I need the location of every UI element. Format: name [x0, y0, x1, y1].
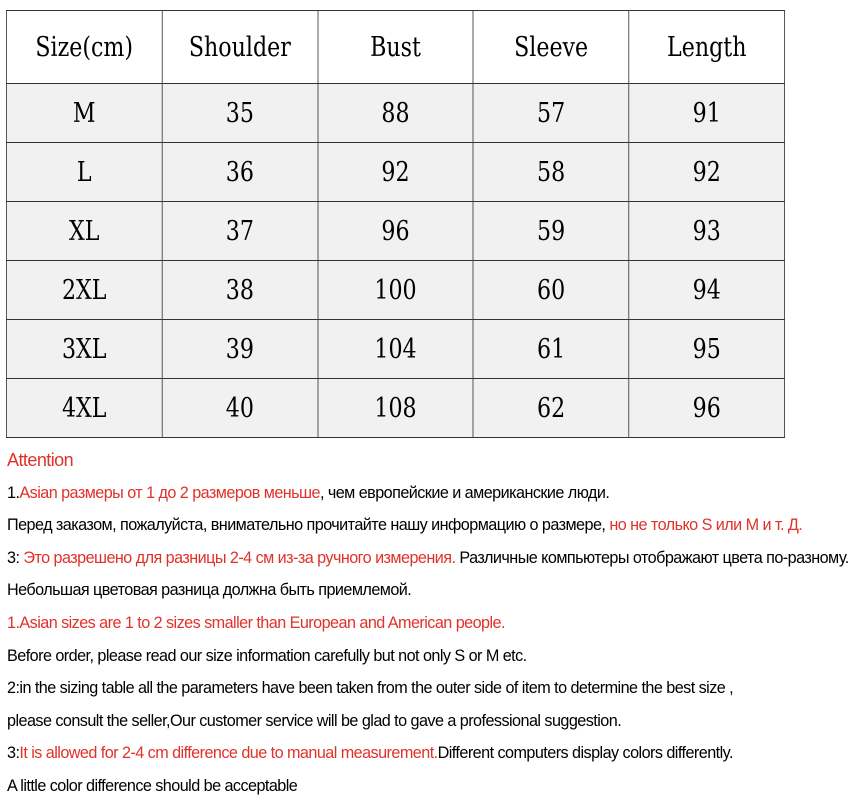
note-text: please consult the seller,Our customer service will be glad to gave a professional suggestion. — [7, 711, 622, 730]
table-row — [6, 379, 784, 438]
size-chart-table — [6, 10, 785, 438]
cell-shoulder: 35 — [162, 84, 318, 143]
header-length: Length — [629, 11, 785, 84]
cell-sleeve: 57 — [473, 84, 629, 143]
note-text: , чем европейские и американские люди. — [319, 483, 610, 502]
cell-shoulder: 38 — [162, 261, 318, 320]
cell-length: 94 — [629, 261, 785, 320]
cell-length: 91 — [629, 84, 785, 143]
note-highlight: It is allowed for 2-4 cm difference due to manual measurement. — [19, 744, 438, 763]
note-text: Небольшая цветовая разница должна быть приемлемой. — [7, 581, 412, 600]
cell-sleeve: 62 — [473, 379, 629, 438]
cell-bust: 92 — [318, 143, 474, 202]
note-line-en-1 — [7, 607, 797, 640]
note-line-en-5 — [7, 737, 797, 770]
cell-shoulder: 36 — [162, 143, 318, 202]
note-text: A little color difference should be acceptable — [7, 776, 298, 795]
header-sleeve: Sleeve — [473, 11, 629, 84]
cell-size: 2XL — [6, 261, 162, 320]
cell-length: 92 — [629, 143, 785, 202]
note-prefix: 3: — [7, 548, 24, 567]
header-shoulder: Shoulder — [162, 11, 318, 84]
header-size: Size(cm) — [6, 11, 162, 84]
note-line-ru-4 — [7, 574, 797, 607]
size-notes — [7, 444, 849, 803]
table-header-row — [6, 11, 784, 84]
note-highlight: Это разрешено для разницы 2-4 см из-за ручного измерения. — [23, 548, 456, 567]
cell-shoulder: 37 — [162, 202, 318, 261]
cell-shoulder: 39 — [162, 320, 318, 379]
cell-bust: 96 — [318, 202, 474, 261]
note-line-en-4 — [7, 705, 797, 738]
cell-sleeve: 60 — [473, 261, 629, 320]
note-line-en-3 — [7, 672, 797, 705]
note-line-en-6 — [7, 770, 797, 803]
table-row — [6, 261, 784, 320]
table-row — [6, 202, 784, 261]
cell-size: 3XL — [6, 320, 162, 379]
header-bust: Bust — [318, 11, 474, 84]
cell-size: 4XL — [6, 379, 162, 438]
attention-heading — [7, 444, 797, 477]
note-prefix: 1. — [7, 483, 20, 502]
note-highlight: Asian sizes are 1 to 2 sizes smaller than European and American people. — [19, 613, 505, 632]
cell-length: 93 — [629, 202, 785, 261]
cell-sleeve: 61 — [473, 320, 629, 379]
cell-bust: 108 — [318, 379, 474, 438]
cell-bust: 100 — [318, 261, 474, 320]
cell-sleeve: 59 — [473, 202, 629, 261]
note-highlight: но не только S или M и т. Д. — [609, 516, 803, 535]
note-prefix: 3: — [7, 744, 20, 763]
cell-length: 96 — [629, 379, 785, 438]
table-row — [6, 143, 784, 202]
cell-size: L — [6, 143, 162, 202]
table-row — [6, 320, 784, 379]
note-text: Различные компьютеры отображают цвета по-разному. — [455, 548, 849, 567]
note-prefix: 1. — [7, 613, 20, 632]
note-text: Different computers display colors differently. — [437, 744, 733, 763]
note-text: 2:in the sizing table all the parameters have been taken from the outer side of item to determine the best size , — [7, 679, 734, 698]
cell-size: M — [6, 84, 162, 143]
cell-shoulder: 40 — [162, 379, 318, 438]
note-text: Перед заказом, пожалуйста, внимательно прочитайте нашу информацию о размере, — [7, 516, 610, 535]
attention-label: Attention — [7, 450, 74, 470]
note-text: Before order, please read our size information carefully but not only S or M etc. — [7, 646, 527, 665]
cell-sleeve: 58 — [473, 143, 629, 202]
note-line-ru-2 — [7, 509, 803, 542]
cell-length: 95 — [629, 320, 785, 379]
note-highlight: Asian размеры от 1 до 2 размеров меньше — [19, 483, 320, 502]
note-line-ru-3 — [7, 542, 849, 575]
note-line-en-2 — [7, 640, 797, 673]
note-line-ru-1 — [7, 477, 797, 510]
cell-bust: 88 — [318, 84, 474, 143]
cell-bust: 104 — [318, 320, 474, 379]
cell-size: XL — [6, 202, 162, 261]
table-row — [6, 84, 784, 143]
